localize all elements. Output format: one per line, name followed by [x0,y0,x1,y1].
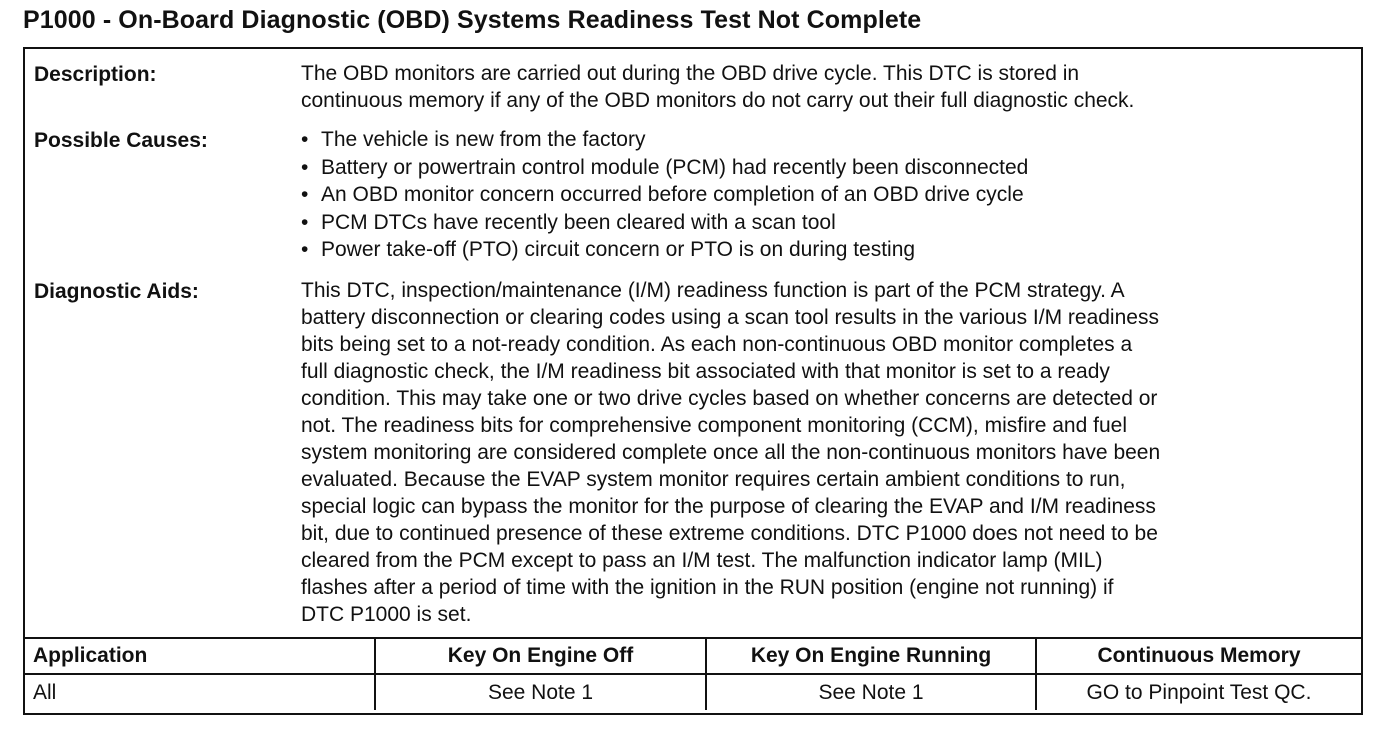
bullet-icon: • [301,128,309,151]
bullet-icon: • [301,238,309,261]
cell-continuous-memory: GO to Pinpoint Test QC. [1036,674,1361,710]
table-row [25,674,1361,710]
description-label: Description: [34,63,157,86]
cause-item [301,209,1351,237]
diagnostic-aids-line: This DTC, inspection/maintenance (I/M) readiness function is part of the PCM strategy. A [301,279,1125,302]
application-table [25,637,1361,710]
diagnostic-aids-line: bits being set to a not-ready condition. As each non-continuous OBD monitor completes a [301,333,1133,356]
cause-item [301,154,1351,182]
possible-causes-label: Possible Causes: [34,129,208,152]
description-line: continuous memory if any of the OBD monitors do not carry out their full diagnostic check. [301,89,1135,112]
cause-text: Power take-off (PTO) circuit concern or PTO is on during testing [321,238,916,261]
description-text [301,60,1351,114]
cause-item [301,126,1351,154]
header-key-on-engine-running: Key On Engine Running [706,638,1036,674]
diagnostic-aids-line: DTC P1000 is set. [301,603,472,626]
cause-text: Battery or powertrain control module (PCM) had recently been disconnected [321,155,1029,179]
bullet-icon: • [301,210,309,234]
diagnostic-aids-line: battery disconnection or clearing codes using a scan tool results in the various I/M readiness [301,306,1159,329]
description-line: The OBD monitors are carried out during the OBD drive cycle. This DTC is stored in [301,62,1080,85]
header-application: Application [25,638,375,674]
cause-item [301,236,1351,264]
cell-key-on-engine-running: See Note 1 [706,674,1036,710]
cell-key-on-engine-off: See Note 1 [375,674,706,710]
header-continuous-memory: Continuous Memory [1036,638,1361,674]
diagnostic-aids-line: flashes after a period of time with the ignition in the RUN position (engine not running) if [301,576,1114,599]
cause-text: The vehicle is new from the factory [321,128,646,151]
diagnostic-aids-line: full diagnostic check, the I/M readiness bit associated with that monitor is set to a ready [301,360,1110,383]
diagnostic-aids-text [301,277,1351,628]
header-key-on-engine-off: Key On Engine Off [375,638,706,674]
cause-text: PCM DTCs have recently been cleared with a scan tool [321,210,836,234]
diagnostic-aids-label: Diagnostic Aids: [34,280,199,303]
dtc-info-frame [23,47,1363,715]
possible-causes-list [301,126,1351,264]
page-title: P1000 - On-Board Diagnostic (OBD) Systems Readiness Test Not Complete [23,6,922,34]
cause-item [301,181,1351,209]
diagnostic-aids-line: special logic can bypass the monitor for the purpose of clearing the EVAP and I/M readiness [301,495,1156,518]
diagnostic-aids-line: system monitoring are considered complete once all the non-continuous monitors have been [301,441,1161,464]
diagnostic-aids-line: bit, due to continued presence of these extreme conditions. DTC P1000 does not need to be [301,522,1158,545]
diagnostic-aids-line: cleared from the PCM except to pass an I/M test. The malfunction indicator lamp (MIL) [301,549,1103,572]
cell-application: All [25,674,375,710]
diagnostic-aids-line: not. The readiness bits for comprehensive component monitoring (CCM), misfire and fuel [301,414,1127,437]
diagnostic-aids-line: evaluated. Because the EVAP system monitor requires certain ambient conditions to run, [301,468,1126,491]
diagnostic-aids-line: condition. This may take one or two drive cycles based on whether concerns are detected or [301,387,1158,410]
cause-text: An OBD monitor concern occurred before completion of an OBD drive cycle [321,183,1024,206]
bullet-icon: • [301,155,309,179]
bullet-icon: • [301,183,309,206]
table-header-row [25,638,1361,674]
